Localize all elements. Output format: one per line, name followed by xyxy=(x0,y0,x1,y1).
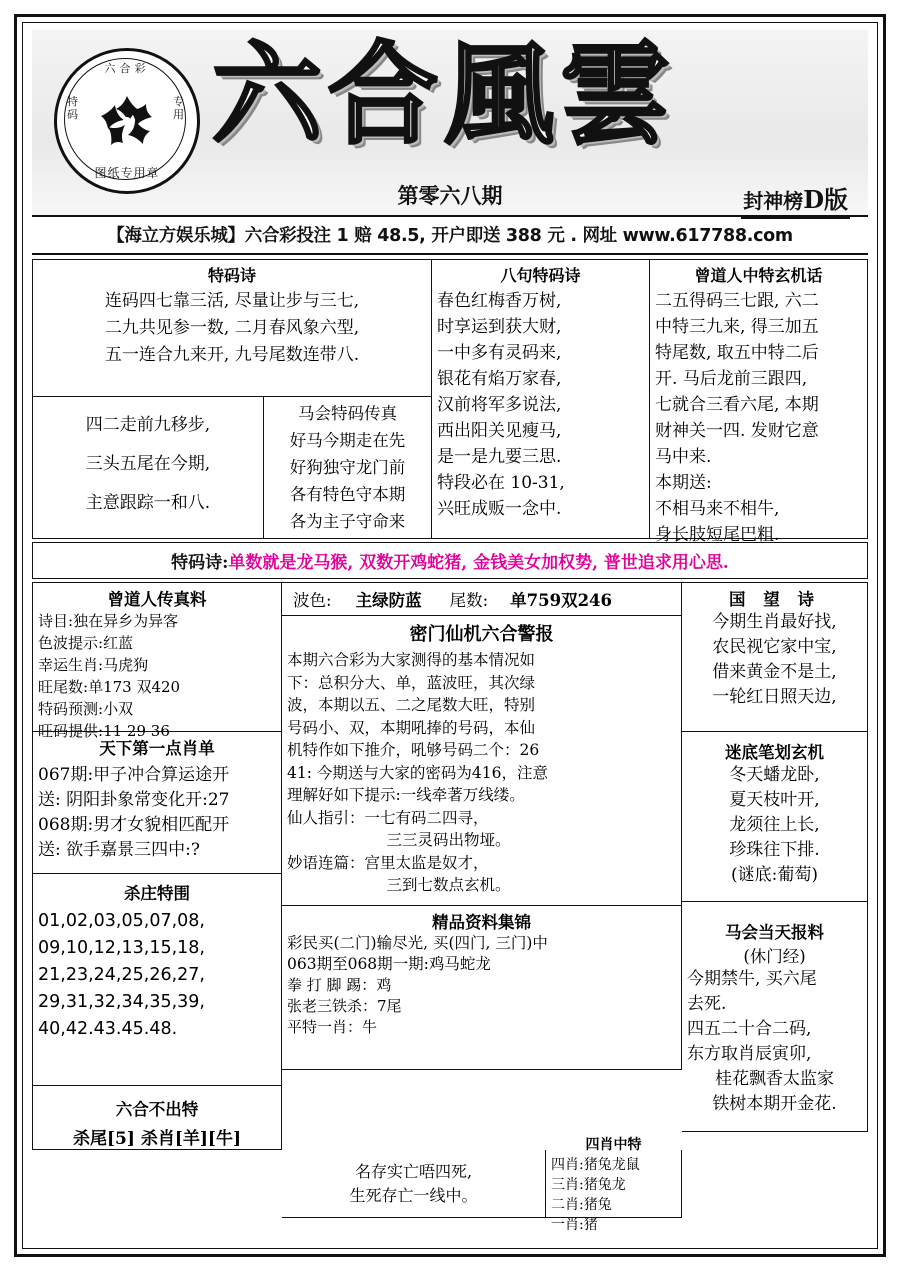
zodiac-row xyxy=(551,1215,676,1235)
zodiac-value: 猪 xyxy=(583,1217,598,1233)
fax-value: 马虎狗 xyxy=(103,656,149,674)
edition-version: D版 xyxy=(803,185,848,214)
poem-line: 时享运到获大财, xyxy=(437,317,562,337)
mimen-line: 本期六合彩为大家测得的基本情况如 xyxy=(287,651,536,669)
poem-line: 马中来. xyxy=(655,447,712,467)
mimen-line: 波，本期以五、二之尾数大旺，特别 xyxy=(287,696,536,714)
poem-line: 银花有焰万家春, xyxy=(437,369,562,389)
poem-line: 四二走前九移步, xyxy=(85,415,211,435)
mimen-box xyxy=(282,616,682,906)
eight-line-poem-column xyxy=(432,259,650,539)
liuhe-no-special-title: 六合不出特 xyxy=(115,1100,199,1119)
mimen-line: 理解好如下提示:一线牵著万线缕。 xyxy=(287,786,525,804)
left-poem-column xyxy=(32,259,432,539)
premium-box xyxy=(282,906,682,1070)
top-poem-row xyxy=(32,259,868,545)
premium-title: 精品资料集锦 xyxy=(432,913,531,932)
second-poem-box xyxy=(32,397,264,539)
poem-line: 西出阳关见瘦马, xyxy=(437,421,562,441)
poem-line: 名存实亡唔四死, xyxy=(354,1161,473,1181)
premium-line: 063期至068期一期:鸡马蛇龙 xyxy=(287,955,491,973)
kill-range-row: 09,10,12,13,15,18, xyxy=(38,938,205,958)
zodiac-row xyxy=(551,1155,676,1175)
seal-right-text: 专用 xyxy=(173,95,184,121)
midi-box xyxy=(682,732,868,902)
header xyxy=(32,30,868,215)
special-code-highlight-text: 单数就是龙马猴, 双数开鸡蛇猪, 金钱美女加权势, 普世追求用心思. xyxy=(228,553,729,573)
fax-item xyxy=(38,610,276,632)
premium-key: 张老三铁杀： xyxy=(287,997,378,1015)
premium-line: 彩民买(二门)输尽光, 买(四门, 三门)中 xyxy=(287,934,548,952)
poem-line: 不相马来不相牛, xyxy=(655,499,780,519)
fax-item xyxy=(38,632,276,654)
liuhe-no-special-box xyxy=(32,1086,282,1150)
premium-key: 拳 打 脚 踢： xyxy=(287,976,377,994)
bauhinia-flower-icon xyxy=(98,92,156,150)
poem-line: 好马今期走在先 xyxy=(289,431,406,450)
premium-item xyxy=(287,1017,676,1038)
poem-line: 开. 马后龙前三跟四, xyxy=(655,369,808,389)
name-fame-box xyxy=(282,1150,546,1218)
poem-line: 农民视它家中宝, xyxy=(712,637,837,657)
second-poem-row xyxy=(32,397,432,539)
poem-line: 二五得码三七跟, 六二 xyxy=(655,291,819,311)
mimen-phrase xyxy=(287,852,676,897)
fax-value: 11 29 36 xyxy=(103,722,170,740)
kill-range-box xyxy=(32,874,282,1086)
poem-riddle-answer: (谜底:葡萄) xyxy=(731,865,818,885)
bottom-spacer xyxy=(32,1150,282,1218)
page-title: 六合風雲 xyxy=(212,30,676,159)
premium-value: 7尾 xyxy=(377,997,402,1015)
premium-item xyxy=(287,975,676,996)
poem-line: 各有特色守本期 xyxy=(289,485,406,504)
mimen-phrase-line: 三到七数点玄机。 xyxy=(386,876,511,894)
zodiac-value: 猪兔龙 xyxy=(583,1177,626,1193)
page-content xyxy=(26,26,874,1245)
poem-line: 三头五尾在今期, xyxy=(85,454,211,474)
poem-line: 特段必在 10-31, xyxy=(437,473,565,493)
poem-line: 夏天枝叶开, xyxy=(729,790,820,810)
guowang-poem-box xyxy=(682,582,868,732)
premium-key: 平特一肖： xyxy=(287,1018,363,1036)
kill-range-row: 21,23,24,25,26,27, xyxy=(38,965,205,985)
mimen-title: 密门仙机六合警报 xyxy=(409,624,554,645)
mimen-guide xyxy=(287,807,676,852)
seal-left-text: 特码 xyxy=(67,95,78,121)
eight-line-poem-title: 八句特码诗 xyxy=(500,266,581,285)
poem-line: 珍珠往下排. xyxy=(729,840,820,860)
edition-label xyxy=(741,180,850,219)
mid-section xyxy=(32,582,868,1150)
fax-key: 旺尾数: xyxy=(38,678,89,696)
poem-line: 龙须往上长, xyxy=(729,815,820,835)
four-zodiac-title: 四肖中特 xyxy=(585,1137,642,1153)
poem-line: 财神关一四. 发财它意 xyxy=(655,421,819,441)
special-code-poem-box xyxy=(32,259,432,397)
kill-range-title: 杀庄特围 xyxy=(124,884,190,903)
kill-range-row: 29,31,32,34,35,39, xyxy=(38,992,205,1012)
poem-line: 兴旺成贩一念中. xyxy=(437,499,562,519)
first-point-line: 送: 阴阳卦象常变化开:27 xyxy=(38,790,230,810)
mimen-phrase-label: 妙语连篇： xyxy=(287,853,365,872)
horse-today-box xyxy=(682,902,868,1132)
midi-title: 迷底笔划玄机 xyxy=(725,743,824,762)
fax-value: 单173 双420 xyxy=(88,678,181,696)
wave-label: 波色: xyxy=(293,591,332,610)
zengdaoren-fax-box xyxy=(32,582,282,740)
center-column xyxy=(282,582,682,1070)
first-point-line: 068期:男才女貌相匹配开 xyxy=(38,815,230,835)
kill-range-row: 40,42.43.45.48. xyxy=(38,1019,178,1039)
liuhe-no-special-line: 杀尾[5] 杀肖[羊][牛] xyxy=(72,1129,241,1149)
left-column xyxy=(32,582,282,1150)
poem-line: 借来黄金不是土, xyxy=(712,662,837,682)
poem-line: 桂花飘香太监家 xyxy=(715,1069,834,1089)
zodiac-value: 猪兔龙鼠 xyxy=(583,1157,640,1173)
poem-line: 中特三九来, 得三加五 xyxy=(655,317,819,337)
poem-line: 去死. xyxy=(687,994,727,1014)
mimen-line: 机特作如下推介，吼够号码二个：26 xyxy=(287,741,540,759)
fax-value: 独在异乡为异客 xyxy=(73,612,179,630)
mimen-guide-label: 仙人指引： xyxy=(287,808,365,827)
premium-value: 牛 xyxy=(362,1018,378,1036)
edition-text: 封神榜 xyxy=(743,189,804,213)
mimen-line: 下：总积分大、单，蓝波旺，其次绿 xyxy=(287,673,536,692)
wave-color-box xyxy=(282,582,682,616)
poem-line: 好狗独守龙门前 xyxy=(289,458,406,477)
special-code-highlight-label: 特码诗: xyxy=(171,553,229,573)
poem-line: 七就合三看六尾, 本期 xyxy=(655,395,819,415)
zengdaoren-xuanji-title: 曾道人中特玄机话 xyxy=(694,266,823,285)
poem-line: 一轮红日照天边, xyxy=(712,687,837,707)
poem-line: 铁树本期开金花. xyxy=(712,1094,837,1114)
zodiac-row xyxy=(551,1195,676,1215)
right-column xyxy=(682,582,868,1132)
issue-number: 第零六八期 xyxy=(397,183,503,208)
premium-value: 鸡 xyxy=(376,976,392,994)
poem-line: 今期禁牛, 买六尾 xyxy=(687,969,817,989)
poem-line: 冬天蟠龙卧, xyxy=(729,765,820,785)
poem-line: 是一是九要三思. xyxy=(437,447,562,467)
horse-fax-title: 马会特码传真 xyxy=(298,404,397,423)
zodiac-row xyxy=(551,1175,676,1195)
poem-line: 四五二十合二码, xyxy=(687,1019,812,1039)
poem-line: 五一连合九来开, 九号尾数连带八. xyxy=(104,345,360,365)
fax-key: 旺码提供: xyxy=(38,722,104,740)
guowang-poem-title: 国 望 诗 xyxy=(729,590,820,609)
eight-line-poem-box xyxy=(432,259,650,539)
seal-bottom-text: 图纸专用章 xyxy=(94,166,160,180)
seal-top-text: 六合彩 xyxy=(104,62,150,75)
first-point-title: 天下第一点肖单 xyxy=(99,739,215,758)
mimen-phrase-line: 宫里太监是奴才， xyxy=(364,853,489,872)
poem-line: 今期生肖最好找, xyxy=(712,612,837,632)
special-code-poem-title: 特码诗 xyxy=(207,266,256,285)
zodiac-key: 三肖: xyxy=(551,1177,584,1193)
tail-value: 单759双246 xyxy=(510,591,613,610)
first-point-line: 送: 欲手嘉景三四中:? xyxy=(38,840,200,860)
zengdaoren-xuanji-column xyxy=(650,259,868,545)
first-point-box xyxy=(32,732,282,874)
mimen-phrase-lines xyxy=(365,852,511,897)
mimen-line: 41: 今期送与大家的密码为416，注意 xyxy=(287,763,548,782)
zodiac-key: 二肖: xyxy=(551,1197,584,1213)
poem-line: 主意跟踪一和八. xyxy=(85,493,211,513)
zodiac-key: 四肖: xyxy=(551,1157,584,1173)
fax-item xyxy=(38,698,276,720)
poem-line: 各为主子守命来 xyxy=(289,512,406,531)
mimen-line: 号码小、双，本期吼捧的号码，本仙 xyxy=(287,718,536,737)
seal-logo xyxy=(54,48,200,194)
tail-label: 尾数: xyxy=(449,591,489,610)
poem-line: 特尾数, 取五中特二后 xyxy=(655,343,819,363)
poem-line: 本期送: xyxy=(655,473,712,493)
fax-key: 诗目: xyxy=(38,612,74,630)
fax-key: 幸运生肖: xyxy=(38,656,104,674)
zengdaoren-xuanji-box xyxy=(650,259,868,545)
wave-value: 主绿防蓝 xyxy=(355,591,422,610)
poem-line: 二九共见参一数, 二月春风象六型, xyxy=(104,318,360,338)
fax-value: 小双 xyxy=(103,700,134,718)
poem-line: 身长肢短尾巴粗. xyxy=(655,525,780,545)
mimen-guide-line: 一七有码二四寻， xyxy=(364,808,489,827)
ad-banner[interactable]: 【海立方娱乐城】六合彩投注 1 赔 48.5, 开户即送 388 元 . 网址 www.617788.com xyxy=(32,215,868,255)
four-zodiac-box xyxy=(546,1137,682,1233)
mimen-guide-lines xyxy=(365,807,511,852)
horse-fax-box xyxy=(264,397,432,539)
fax-key: 特码预测: xyxy=(38,700,104,718)
zodiac-key: 一肖: xyxy=(551,1217,584,1233)
fax-item xyxy=(38,654,276,676)
zengdaoren-fax-title: 曾道人传真料 xyxy=(107,590,207,609)
poem-line: 一中多有灵码来, xyxy=(437,343,562,363)
premium-item xyxy=(287,996,676,1017)
fax-item xyxy=(38,676,276,698)
fax-key: 色波提示: xyxy=(38,634,104,652)
horse-today-title: 马会当天报料 xyxy=(725,923,824,942)
zodiac-value: 猪兔 xyxy=(583,1197,612,1213)
poem-line: 东方取肖辰寅卯, xyxy=(687,1044,812,1064)
first-point-line: 067期:甲子冲合算运途开 xyxy=(38,765,230,785)
poem-line: 生死存亡一线中。 xyxy=(349,1185,478,1205)
poem-line: 连码四七靠三活, 尽量让步与三七, xyxy=(104,291,360,311)
kill-range-row: 01,02,03,05,07,08, xyxy=(38,911,205,931)
horse-today-subtitle: (休门经) xyxy=(743,947,806,966)
poem-line: 汉前将军多说法, xyxy=(437,395,562,415)
fax-value: 红蓝 xyxy=(103,634,134,652)
mimen-guide-line: 三三灵码出物垭。 xyxy=(386,831,511,849)
poem-line: 春色红梅香万树, xyxy=(437,291,562,311)
